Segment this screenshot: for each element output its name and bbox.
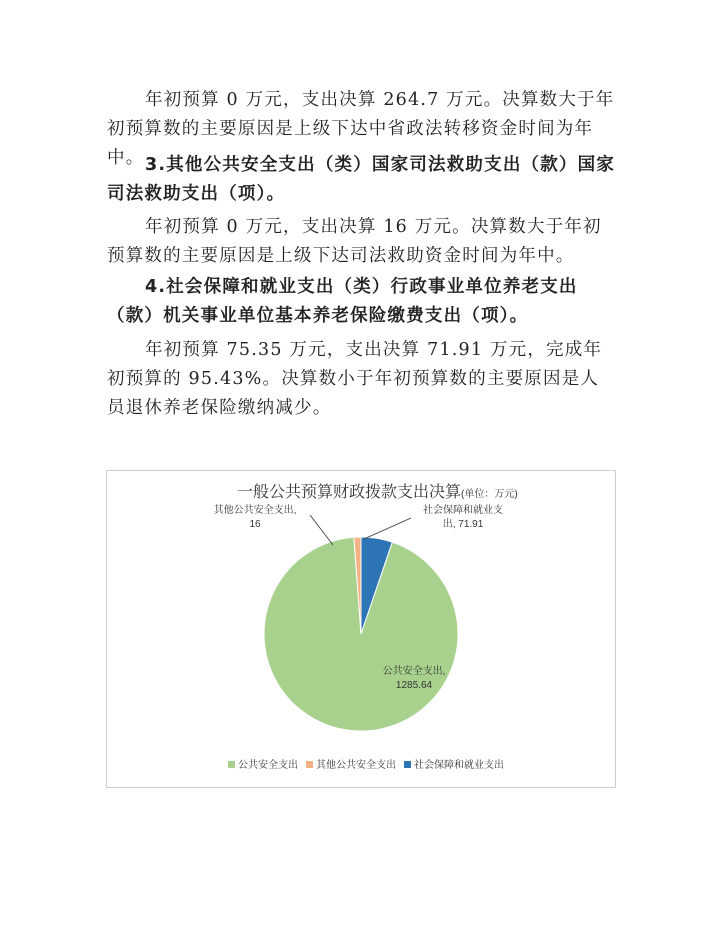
- legend-swatch-2: [404, 761, 411, 768]
- data-label-1-line-1: 16: [249, 519, 261, 530]
- data-label-1-line-0: 其他公共安全支出,: [213, 505, 297, 516]
- leader-line-2: [364, 518, 411, 539]
- legend-label-0: 公共安全支出: [238, 760, 298, 771]
- legend-label-2: 社会保障和就业支出: [414, 760, 504, 771]
- leader-line-1: [310, 515, 333, 545]
- data-label-2-line-1: 出, 71.91: [442, 519, 484, 530]
- chart-unit: (单位：万元): [461, 489, 518, 500]
- pie-chart-container: [106, 470, 616, 788]
- heading-judicial-aid: 3.其他公共安全支出（类）国家司法救助支出（款）国家司法救助支出（项）。: [107, 155, 616, 204]
- heading-pension-insurance: 4.社会保障和就业支出（类）行政事业单位养老支出（款）机关事业单位基本养老保险缴费支出（项）。: [107, 277, 578, 326]
- data-label-0-line-1: 1285.64: [395, 680, 433, 691]
- data-label-2-line-0: 社会保障和就业支: [423, 505, 503, 516]
- data-label-0-line-0: 公共安全支出,: [382, 666, 446, 677]
- paragraph-public-security-transfer: 年初预算 0 万元，支出决算 264.7 万元。决算数大于年初预算数的主要原因是上级下达中省政法转移资金时间为年中。: [107, 90, 615, 168]
- legend-label-1: 其他公共安全支出: [316, 760, 396, 771]
- legend-swatch-0: [228, 761, 235, 768]
- legend-swatch-1: [306, 761, 313, 768]
- chart-title: 一般公共预算财政拨款支出决算: [237, 484, 462, 501]
- paragraph-judicial-aid: 年初预算 0 万元，支出决算 16 万元。决算数大于年初预算数的主要原因是上级下达司法救助资金时间为年中。: [107, 217, 602, 266]
- pie-chart: [107, 471, 615, 787]
- paragraph-pension-insurance: 年初预算 75.35 万元，支出决算 71.91 万元，完成年初预算的 95.43%。决算数小于年初预算数的主要原因是人员退休养老保险缴纳减少。: [107, 340, 603, 418]
